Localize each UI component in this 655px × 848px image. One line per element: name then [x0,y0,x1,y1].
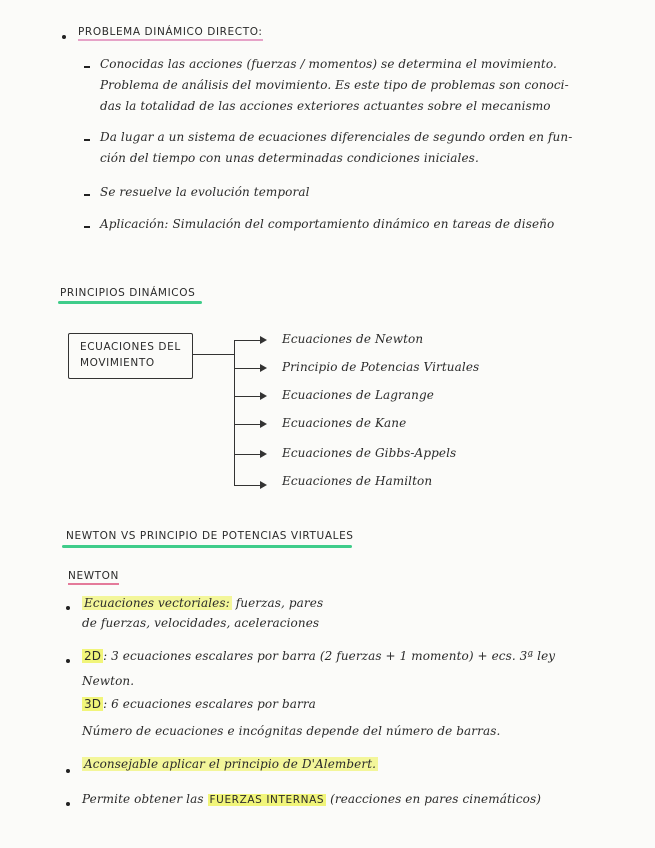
arrow-head [260,450,267,458]
branch-label: Ecuaciones de Lagrange [282,388,434,402]
title-underline [58,301,202,304]
subtitle-newton: NEWTON [68,570,119,582]
newton-item-1: Ecuaciones vectoriales: fuerzas, pares [84,596,324,610]
bullet [66,659,70,663]
arrow-head [260,392,267,400]
arrow-head [260,420,267,428]
branch-label: Principio de Potencias Virtuales [282,360,480,374]
newton-item-2: 2D : 3 ecuaciones escalares por barra (2 fuerzas + 1 momento) + ecs. 3ª ley [84,649,556,663]
item-text-line: Da lugar a un sistema de ecuaciones diferenciales de segundo orden en fun- [100,130,573,144]
branch-arrow [234,424,262,425]
bullet [62,35,66,39]
branch-label: Ecuaciones de Kane [282,416,407,430]
item-text-line: das la totalidad de las acciones exteriores actuantes sobre el mecanismo [100,99,551,113]
bullet [66,802,70,806]
item-text-line: Problema de análisis del movimiento. Es este tipo de problemas son conoci- [100,78,569,92]
branch-label: Ecuaciones de Gibbs-Appels [282,446,457,460]
branch-label: Ecuaciones de Newton [282,332,424,346]
branch-arrow [234,396,262,397]
newton-item-3-line2: Número de ecuaciones e incógnitas depende del número de barras. [82,724,501,738]
newton-item-2-line2: Newton. [82,674,135,688]
section-title-problema: PROBLEMA DINÁMICO DIRECTO: [78,26,263,38]
newton-item-3: 3D : 6 ecuaciones escalares por barra [84,697,316,711]
section-title-principios: PRINCIPIOS DINÁMICOS [60,287,196,299]
box-connector [192,354,234,355]
branch-arrow [234,368,262,369]
dash [84,226,90,228]
item-text-line: Se resuelve la evolución temporal [100,185,310,199]
branch-arrow [234,485,262,486]
branch-arrow [234,454,262,455]
arrow-head [260,364,267,372]
dash [84,194,90,196]
title-underline [62,545,352,548]
branch-arrow [234,340,262,341]
item-text-line: Conocidas las acciones (fuerzas / momentos) se determina el movimiento. [100,57,557,71]
item-text-line: Aplicación: Simulación del comportamiento dinámico en tareas de diseño [100,217,555,231]
newton-item-5: Permite obtener las FUERZAS INTERNAS (reacciones en pares cinemáticos) [82,792,542,806]
dash [84,66,90,68]
box-label-line1: ECUACIONES DEL [80,341,181,353]
equations-box [68,333,193,379]
box-label-line2: MOVIMIENTO [80,357,155,369]
dash [84,139,90,141]
newton-item-4: Aconsejable aplicar el principio de D'Alembert. [84,757,377,771]
arrow-head [260,336,267,344]
newton-item-1-line2: de fuerzas, velocidades, aceleraciones [82,616,320,630]
bullet [66,606,70,610]
branch-connector [234,340,235,486]
item-text-line: ción del tiempo con unas determinadas condiciones iniciales. [100,151,479,165]
arrow-head [260,481,267,489]
section-title-newton-vs-ppv: NEWTON VS PRINCIPIO DE POTENCIAS VIRTUALES [66,530,354,542]
branch-label: Ecuaciones de Hamilton [282,474,433,488]
bullet [66,769,70,773]
